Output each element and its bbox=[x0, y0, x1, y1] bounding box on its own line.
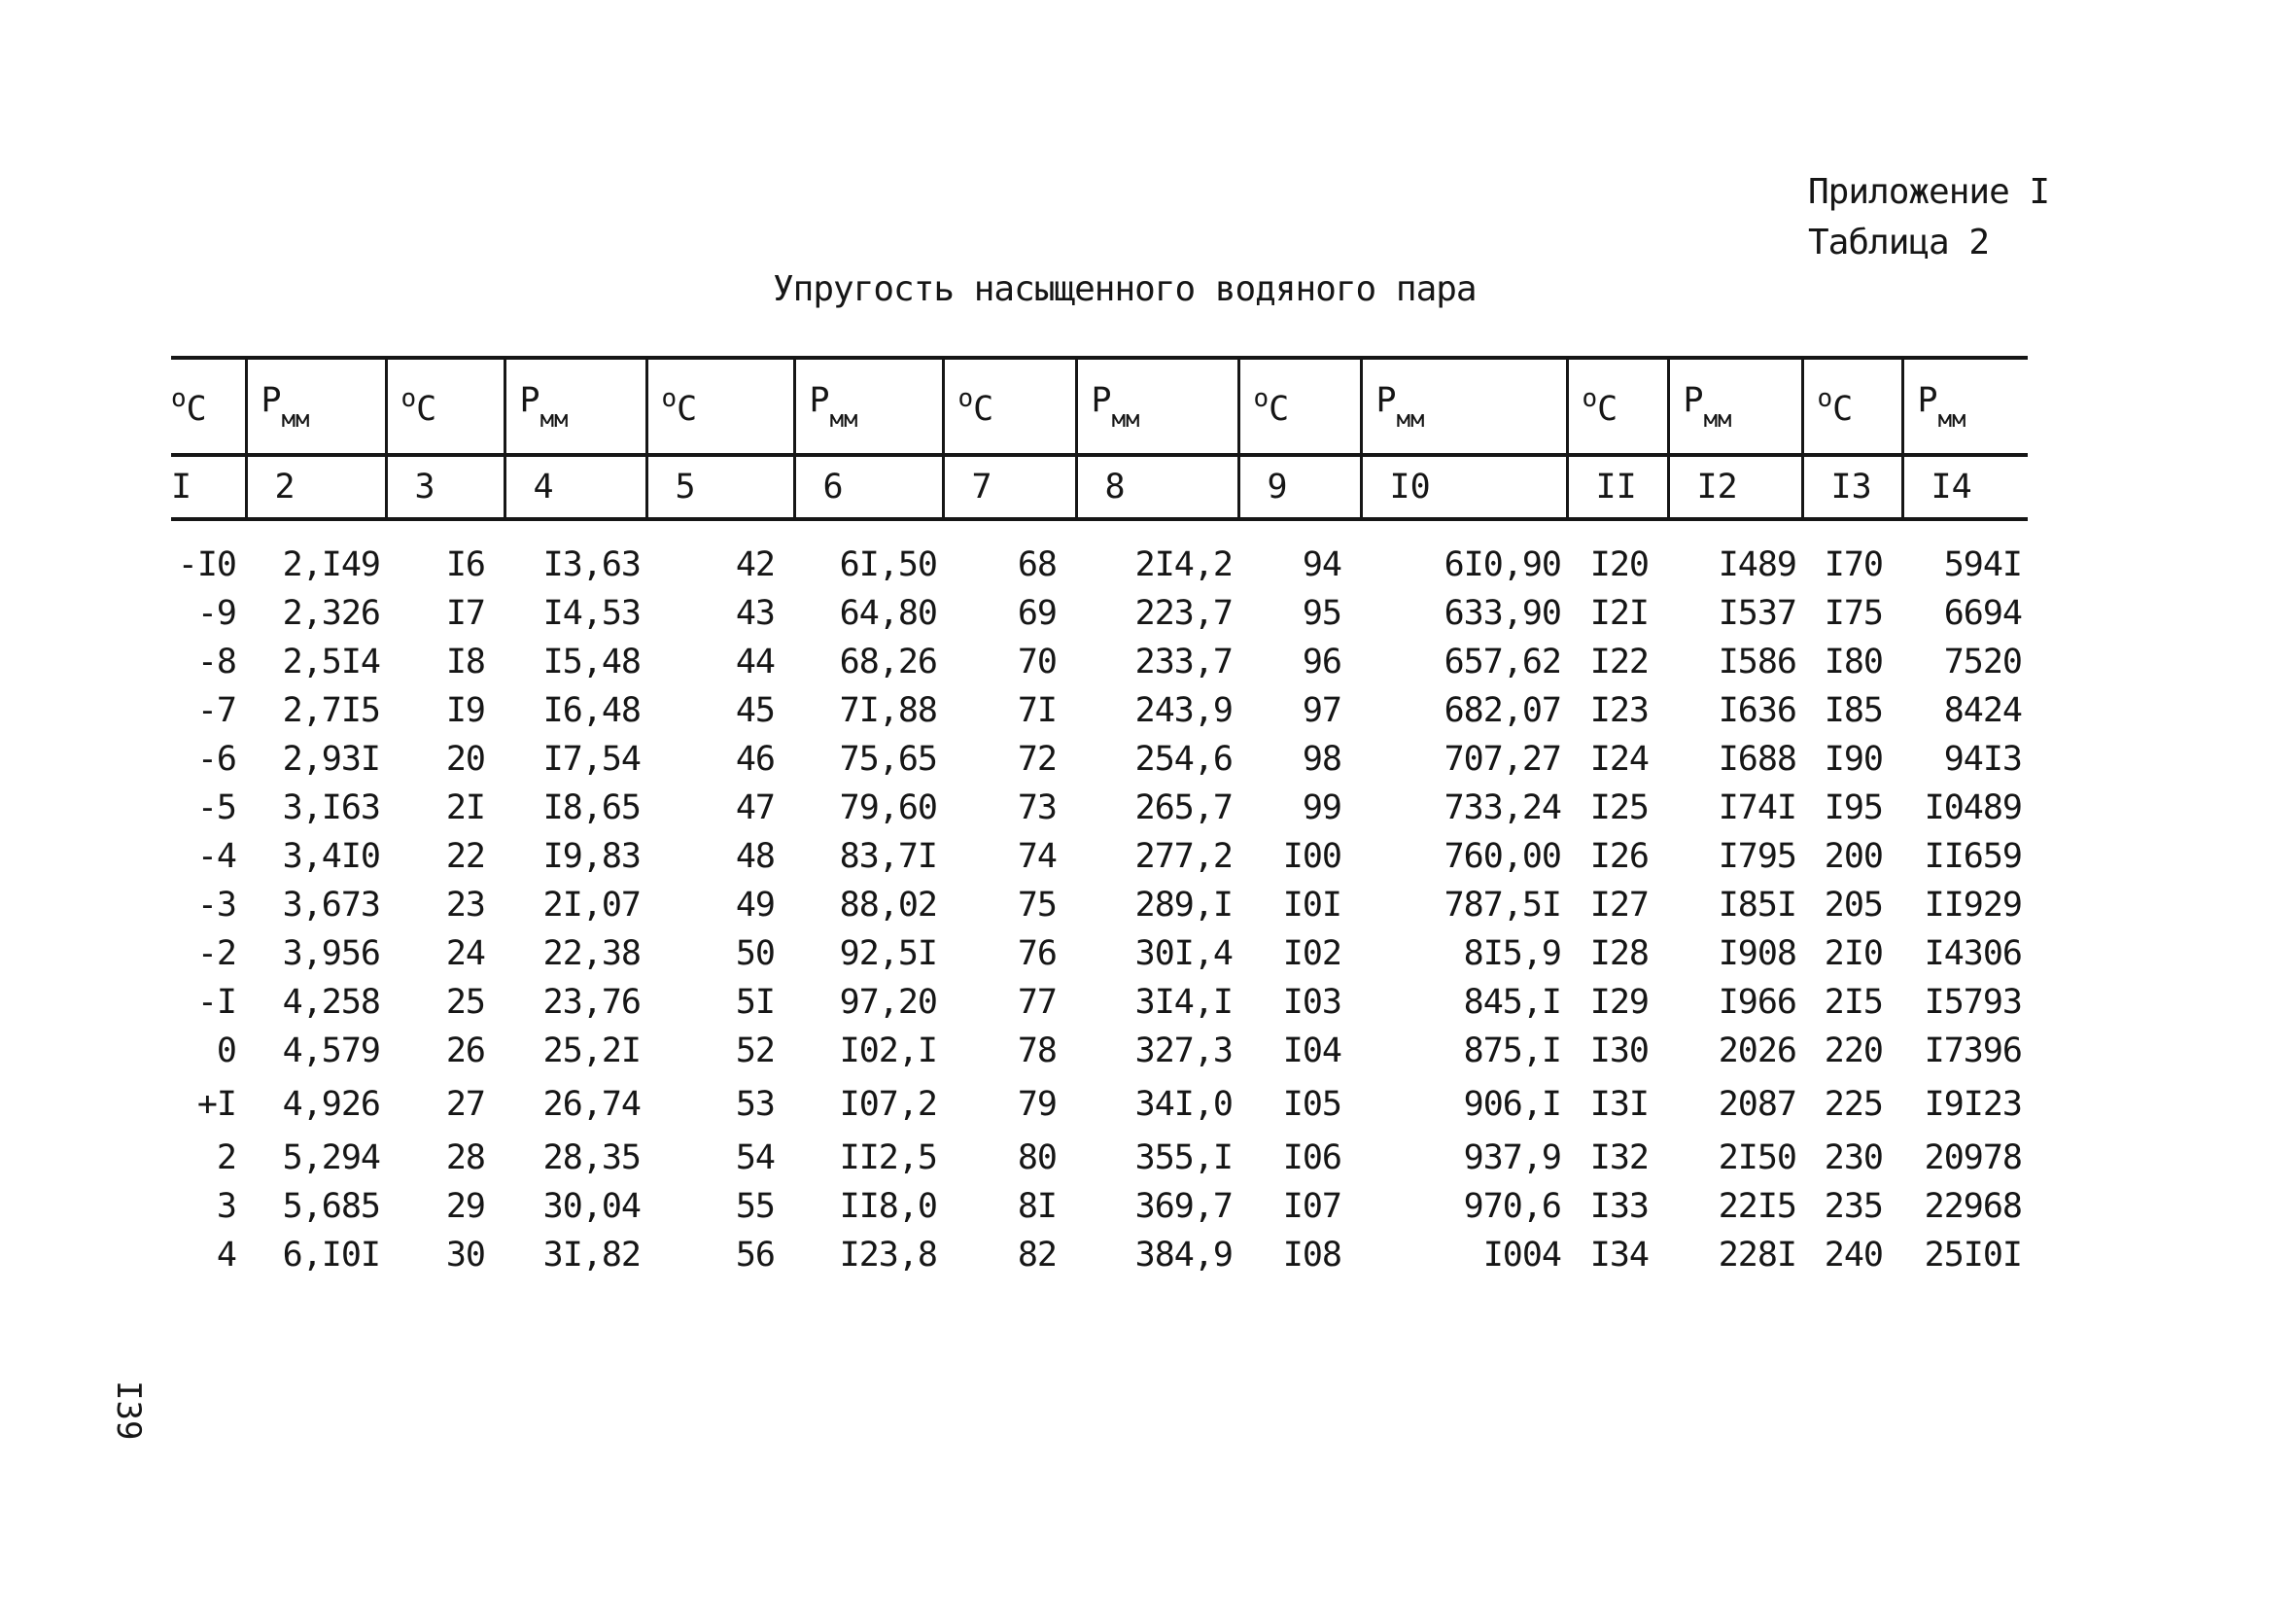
cell-temperature: I03 bbox=[1282, 983, 1341, 1022]
cell-pressure: 5,294 bbox=[282, 1138, 380, 1177]
table-body bbox=[171, 519, 2028, 1279]
celsius-label: C bbox=[1597, 390, 1618, 429]
cell-pressure: 7520 bbox=[1943, 643, 2022, 681]
celsius-label: C bbox=[186, 390, 207, 429]
column-number: 3 bbox=[386, 455, 504, 519]
header-temperature bbox=[386, 358, 504, 455]
cell-pressure: 8424 bbox=[1943, 691, 2022, 730]
cell-temperature: I6 bbox=[445, 545, 485, 584]
cell-temperature: 26 bbox=[445, 1031, 485, 1070]
cell-pressure: 20978 bbox=[1924, 1138, 2022, 1177]
cell-pressure: 30I,4 bbox=[1134, 934, 1233, 973]
column-number: 4 bbox=[504, 455, 646, 519]
celsius-label: C bbox=[973, 390, 994, 429]
cell-pressure: I537 bbox=[1718, 594, 1796, 633]
cell-pressure: I6,48 bbox=[542, 691, 641, 730]
cell-temperature: 200 bbox=[1824, 837, 1883, 876]
cell-pressure: 369,7 bbox=[1134, 1187, 1233, 1226]
cell-pressure: 5,685 bbox=[282, 1187, 380, 1226]
degree-symbol: o bbox=[1582, 384, 1598, 413]
cell-temperature: I34 bbox=[1589, 1236, 1649, 1275]
cell-temperature: 42 bbox=[735, 545, 775, 584]
cell-pressure: I7,54 bbox=[542, 740, 641, 779]
pressure-unit: мм bbox=[1703, 404, 1732, 433]
cell-pressure: 88,02 bbox=[839, 886, 937, 925]
cell-temperature: 29 bbox=[445, 1187, 485, 1226]
appendix-label bbox=[1808, 167, 2049, 268]
cell-pressure: I9,83 bbox=[542, 837, 641, 876]
cell-pressure: 277,2 bbox=[1134, 837, 1233, 876]
cell-pressure: 64,80 bbox=[839, 594, 937, 633]
cell-temperature: 205 bbox=[1824, 886, 1883, 925]
cell-pressure: 875,I bbox=[1463, 1031, 1561, 1070]
degree-symbol: o bbox=[1817, 384, 1833, 413]
cell-temperature: I07 bbox=[1282, 1187, 1341, 1226]
cell-pressure: 243,9 bbox=[1134, 691, 1233, 730]
cell-temperature: I27 bbox=[1589, 886, 1649, 925]
pressure-symbol: P bbox=[1091, 380, 1112, 420]
cell-temperature: I80 bbox=[1824, 643, 1883, 681]
cell-temperature: 4 bbox=[216, 1236, 236, 1275]
cell-pressure: I5,48 bbox=[542, 643, 641, 681]
cell-temperature: 52 bbox=[735, 1031, 775, 1070]
pressure-symbol: P bbox=[261, 380, 282, 420]
cell-temperature: 75 bbox=[1017, 886, 1057, 925]
pressure-unit: мм bbox=[1396, 404, 1425, 433]
cell-temperature: 95 bbox=[1302, 594, 1341, 633]
column-number: I4 bbox=[1902, 455, 2028, 519]
cell-temperature: 98 bbox=[1302, 740, 1341, 779]
cell-pressure: 2,5I4 bbox=[282, 643, 380, 681]
cell-pressure: 3,I63 bbox=[282, 788, 380, 827]
cell-temperature: I7 bbox=[445, 594, 485, 633]
cell-temperature: -I0 bbox=[177, 545, 236, 584]
pressure-unit: мм bbox=[539, 404, 569, 433]
table-number-line: Таблица 2 bbox=[1808, 223, 1990, 262]
cell-temperature: 72 bbox=[1017, 740, 1057, 779]
cell-temperature: 48 bbox=[735, 837, 775, 876]
cell-temperature: 99 bbox=[1302, 788, 1341, 827]
cell-pressure: 92,5I bbox=[839, 934, 937, 973]
cell-temperature: -6 bbox=[196, 740, 236, 779]
cell-pressure: 657,62 bbox=[1444, 643, 1561, 681]
header-temperature bbox=[171, 358, 246, 455]
cell-pressure: 28,35 bbox=[542, 1138, 641, 1177]
pressure-symbol: P bbox=[1375, 380, 1397, 420]
cell-pressure: 682,07 bbox=[1444, 691, 1561, 730]
degree-symbol: o bbox=[661, 384, 678, 413]
table-row bbox=[171, 686, 2028, 735]
column-number: I2 bbox=[1668, 455, 1802, 519]
column-number: II bbox=[1567, 455, 1668, 519]
cell-temperature: 68 bbox=[1017, 545, 1057, 584]
cell-pressure: 3,673 bbox=[282, 886, 380, 925]
header-temperature bbox=[1802, 358, 1902, 455]
cell-pressure: I74I bbox=[1718, 788, 1796, 827]
cell-temperature: -2 bbox=[196, 934, 236, 973]
cell-pressure: 34I,0 bbox=[1134, 1085, 1233, 1124]
table-row bbox=[171, 881, 2028, 929]
cell-pressure: 79,60 bbox=[839, 788, 937, 827]
cell-pressure: 787,5I bbox=[1444, 886, 1561, 925]
cell-temperature: 79 bbox=[1017, 1085, 1057, 1124]
cell-pressure: 355,I bbox=[1134, 1138, 1233, 1177]
celsius-label: C bbox=[677, 390, 698, 429]
cell-temperature: 0 bbox=[216, 1031, 236, 1070]
column-number: 7 bbox=[943, 455, 1076, 519]
cell-pressure: I5793 bbox=[1924, 983, 2022, 1022]
cell-pressure: 94I3 bbox=[1943, 740, 2022, 779]
cell-pressure: I3,63 bbox=[542, 545, 641, 584]
cell-pressure: 25I0I bbox=[1924, 1236, 2022, 1275]
cell-temperature: 2 bbox=[216, 1138, 236, 1177]
header-temperature bbox=[943, 358, 1076, 455]
cell-pressure: 906,I bbox=[1463, 1085, 1561, 1124]
cell-pressure: 327,3 bbox=[1134, 1031, 1233, 1070]
degree-symbol: o bbox=[400, 384, 417, 413]
cell-temperature: 96 bbox=[1302, 643, 1341, 681]
table-row bbox=[171, 589, 2028, 638]
cell-temperature: 2I5 bbox=[1824, 983, 1883, 1022]
cell-pressure: I7396 bbox=[1924, 1031, 2022, 1070]
cell-temperature: I3I bbox=[1589, 1085, 1649, 1124]
cell-pressure: I07,2 bbox=[839, 1085, 937, 1124]
header-row bbox=[171, 358, 2028, 455]
column-number-row bbox=[171, 455, 2028, 519]
cell-pressure: 6I0,90 bbox=[1444, 545, 1561, 584]
cell-temperature: I26 bbox=[1589, 837, 1649, 876]
cell-temperature: 23 bbox=[445, 886, 485, 925]
cell-temperature: 240 bbox=[1824, 1236, 1883, 1275]
cell-temperature: 235 bbox=[1824, 1187, 1883, 1226]
pressure-unit: мм bbox=[1111, 404, 1140, 433]
cell-temperature: 55 bbox=[735, 1187, 775, 1226]
column-number: I0 bbox=[1361, 455, 1567, 519]
cell-pressure: I004 bbox=[1482, 1236, 1561, 1275]
cell-pressure: 937,9 bbox=[1463, 1138, 1561, 1177]
cell-temperature: I9 bbox=[445, 691, 485, 730]
header-temperature bbox=[1238, 358, 1361, 455]
cell-temperature: 24 bbox=[445, 934, 485, 973]
header-pressure bbox=[1361, 358, 1567, 455]
cell-pressure: I966 bbox=[1718, 983, 1796, 1022]
cell-temperature: -8 bbox=[196, 643, 236, 681]
table-row bbox=[171, 1182, 2028, 1231]
cell-pressure: 7I,88 bbox=[839, 691, 937, 730]
cell-pressure: 2I50 bbox=[1718, 1138, 1796, 1177]
cell-pressure: 6694 bbox=[1943, 594, 2022, 633]
appendix-line: Приложение I bbox=[1808, 172, 2050, 212]
cell-temperature: 97 bbox=[1302, 691, 1341, 730]
cell-pressure: I908 bbox=[1718, 934, 1796, 973]
cell-temperature: I28 bbox=[1589, 934, 1649, 973]
table-row bbox=[171, 784, 2028, 832]
pressure-symbol: P bbox=[1917, 380, 1938, 420]
cell-pressure: 6I,50 bbox=[839, 545, 937, 584]
cell-temperature: I25 bbox=[1589, 788, 1649, 827]
cell-pressure: 25,2I bbox=[542, 1031, 641, 1070]
cell-temperature: 76 bbox=[1017, 934, 1057, 973]
cell-pressure: II659 bbox=[1924, 837, 2022, 876]
table-row bbox=[171, 929, 2028, 978]
cell-pressure: 594I bbox=[1943, 545, 2022, 584]
pressure-symbol: P bbox=[809, 380, 830, 420]
cell-temperature: 74 bbox=[1017, 837, 1057, 876]
cell-pressure: 2I4,2 bbox=[1134, 545, 1233, 584]
table-row bbox=[171, 638, 2028, 686]
cell-pressure: 22,38 bbox=[542, 934, 641, 973]
cell-pressure: 68,26 bbox=[839, 643, 937, 681]
cell-temperature: 46 bbox=[735, 740, 775, 779]
cell-temperature: I02 bbox=[1282, 934, 1341, 973]
table-row bbox=[171, 978, 2028, 1027]
cell-temperature: I20 bbox=[1589, 545, 1649, 584]
celsius-label: C bbox=[416, 390, 437, 429]
vapor-pressure-table bbox=[171, 356, 2028, 1279]
cell-temperature: 5I bbox=[735, 983, 775, 1022]
cell-temperature: -5 bbox=[196, 788, 236, 827]
cell-pressure: I688 bbox=[1718, 740, 1796, 779]
pressure-unit: мм bbox=[829, 404, 858, 433]
cell-temperature: I90 bbox=[1824, 740, 1883, 779]
cell-pressure: 289,I bbox=[1134, 886, 1233, 925]
cell-temperature: I0I bbox=[1282, 886, 1341, 925]
cell-pressure: I636 bbox=[1718, 691, 1796, 730]
cell-pressure: 254,6 bbox=[1134, 740, 1233, 779]
cell-temperature: 50 bbox=[735, 934, 775, 973]
cell-temperature: I2I bbox=[1589, 594, 1649, 633]
cell-temperature: I75 bbox=[1824, 594, 1883, 633]
table-row bbox=[171, 1134, 2028, 1182]
cell-pressure: 633,90 bbox=[1444, 594, 1561, 633]
cell-temperature: -7 bbox=[196, 691, 236, 730]
cell-pressure: 3,4I0 bbox=[282, 837, 380, 876]
cell-temperature: I30 bbox=[1589, 1031, 1649, 1070]
cell-temperature: I70 bbox=[1824, 545, 1883, 584]
cell-pressure: II2,5 bbox=[839, 1138, 937, 1177]
celsius-label: C bbox=[1269, 390, 1290, 429]
cell-pressure: 2,93I bbox=[282, 740, 380, 779]
cell-temperature: I85 bbox=[1824, 691, 1883, 730]
cell-temperature: 22 bbox=[445, 837, 485, 876]
cell-temperature: 69 bbox=[1017, 594, 1057, 633]
cell-pressure: II929 bbox=[1924, 886, 2022, 925]
header-pressure bbox=[1902, 358, 2028, 455]
cell-pressure: 2,I49 bbox=[282, 545, 380, 584]
cell-temperature: 8I bbox=[1017, 1187, 1057, 1226]
column-number: 9 bbox=[1238, 455, 1361, 519]
cell-temperature: 20 bbox=[445, 740, 485, 779]
pressure-symbol: P bbox=[1683, 380, 1704, 420]
cell-pressure: I795 bbox=[1718, 837, 1796, 876]
cell-pressure: 97,20 bbox=[839, 983, 937, 1022]
column-number: 2 bbox=[246, 455, 386, 519]
cell-pressure: 4,926 bbox=[282, 1085, 380, 1124]
header-temperature bbox=[646, 358, 794, 455]
cell-pressure: 26,74 bbox=[542, 1085, 641, 1124]
cell-pressure: 970,6 bbox=[1463, 1187, 1561, 1226]
cell-temperature: I24 bbox=[1589, 740, 1649, 779]
cell-pressure: 83,7I bbox=[839, 837, 937, 876]
cell-pressure: 8I5,9 bbox=[1463, 934, 1561, 973]
cell-pressure: 3,956 bbox=[282, 934, 380, 973]
cell-temperature: 80 bbox=[1017, 1138, 1057, 1177]
cell-pressure: 4,579 bbox=[282, 1031, 380, 1070]
cell-pressure: 22I5 bbox=[1718, 1187, 1796, 1226]
page-number: I39 bbox=[109, 1380, 148, 1441]
cell-temperature: 25 bbox=[445, 983, 485, 1022]
cell-temperature: -I bbox=[196, 983, 236, 1022]
cell-pressure: 2087 bbox=[1718, 1085, 1796, 1124]
cell-temperature: 82 bbox=[1017, 1236, 1057, 1275]
cell-temperature: 220 bbox=[1824, 1031, 1883, 1070]
pressure-symbol: P bbox=[519, 380, 540, 420]
cell-temperature: I22 bbox=[1589, 643, 1649, 681]
header-pressure bbox=[1076, 358, 1238, 455]
table-title: Упругость насыщенного водяного пара bbox=[773, 269, 1477, 309]
table-row bbox=[171, 832, 2028, 881]
cell-pressure: 23,76 bbox=[542, 983, 641, 1022]
cell-pressure: 22968 bbox=[1924, 1187, 2022, 1226]
cell-pressure: 733,24 bbox=[1444, 788, 1561, 827]
header-pressure bbox=[1668, 358, 1802, 455]
cell-pressure: 2,326 bbox=[282, 594, 380, 633]
cell-temperature: 94 bbox=[1302, 545, 1341, 584]
cell-temperature: 45 bbox=[735, 691, 775, 730]
cell-temperature: 70 bbox=[1017, 643, 1057, 681]
header-pressure bbox=[246, 358, 386, 455]
cell-pressure: 845,I bbox=[1463, 983, 1561, 1022]
cell-pressure: 760,00 bbox=[1444, 837, 1561, 876]
cell-temperature: 73 bbox=[1017, 788, 1057, 827]
cell-pressure: 223,7 bbox=[1134, 594, 1233, 633]
cell-pressure: 2,7I5 bbox=[282, 691, 380, 730]
cell-pressure: I8,65 bbox=[542, 788, 641, 827]
cell-pressure: I489 bbox=[1718, 545, 1796, 584]
cell-temperature: +I bbox=[196, 1085, 236, 1124]
cell-pressure: 75,65 bbox=[839, 740, 937, 779]
cell-temperature: 44 bbox=[735, 643, 775, 681]
cell-pressure: I23,8 bbox=[839, 1236, 937, 1275]
cell-temperature: 3 bbox=[216, 1187, 236, 1226]
cell-pressure: I4,53 bbox=[542, 594, 641, 633]
cell-pressure: 707,27 bbox=[1444, 740, 1561, 779]
cell-temperature: 49 bbox=[735, 886, 775, 925]
cell-temperature: I8 bbox=[445, 643, 485, 681]
cell-pressure: 265,7 bbox=[1134, 788, 1233, 827]
table-row bbox=[171, 1027, 2028, 1075]
cell-temperature: 78 bbox=[1017, 1031, 1057, 1070]
cell-temperature: -9 bbox=[196, 594, 236, 633]
cell-pressure: I02,I bbox=[839, 1031, 937, 1070]
cell-temperature: I32 bbox=[1589, 1138, 1649, 1177]
cell-temperature: I33 bbox=[1589, 1187, 1649, 1226]
cell-pressure: 2026 bbox=[1718, 1031, 1796, 1070]
table-row bbox=[171, 1231, 2028, 1279]
header-pressure bbox=[794, 358, 943, 455]
cell-temperature: I00 bbox=[1282, 837, 1341, 876]
cell-pressure: I586 bbox=[1718, 643, 1796, 681]
cell-temperature: 225 bbox=[1824, 1085, 1883, 1124]
cell-temperature: 54 bbox=[735, 1138, 775, 1177]
degree-symbol: o bbox=[1253, 384, 1270, 413]
cell-temperature: I29 bbox=[1589, 983, 1649, 1022]
cell-pressure: 233,7 bbox=[1134, 643, 1233, 681]
degree-symbol: o bbox=[957, 384, 974, 413]
column-number: 8 bbox=[1076, 455, 1238, 519]
column-number: 5 bbox=[646, 455, 794, 519]
cell-pressure: I0489 bbox=[1924, 788, 2022, 827]
cell-pressure: 30,04 bbox=[542, 1187, 641, 1226]
column-number: 6 bbox=[794, 455, 943, 519]
column-number: I3 bbox=[1802, 455, 1902, 519]
cell-pressure: 384,9 bbox=[1134, 1236, 1233, 1275]
pressure-unit: мм bbox=[1937, 404, 1966, 433]
column-number: I bbox=[171, 455, 246, 519]
cell-pressure: 6,I0I bbox=[282, 1236, 380, 1275]
cell-temperature: 56 bbox=[735, 1236, 775, 1275]
cell-pressure: 4,258 bbox=[282, 983, 380, 1022]
cell-pressure: 228I bbox=[1718, 1236, 1796, 1275]
cell-pressure: I9I23 bbox=[1924, 1085, 2022, 1124]
cell-temperature: 27 bbox=[445, 1085, 485, 1124]
cell-temperature: 43 bbox=[735, 594, 775, 633]
cell-temperature: 47 bbox=[735, 788, 775, 827]
header-temperature bbox=[1567, 358, 1668, 455]
cell-temperature: 28 bbox=[445, 1138, 485, 1177]
cell-pressure: II8,0 bbox=[839, 1187, 937, 1226]
table-row bbox=[171, 519, 2028, 589]
cell-pressure: 3I,82 bbox=[542, 1236, 641, 1275]
cell-temperature: I06 bbox=[1282, 1138, 1341, 1177]
cell-temperature: -3 bbox=[196, 886, 236, 925]
cell-temperature: I04 bbox=[1282, 1031, 1341, 1070]
pressure-unit: мм bbox=[281, 404, 310, 433]
table-row bbox=[171, 1075, 2028, 1134]
cell-pressure: I4306 bbox=[1924, 934, 2022, 973]
cell-temperature: -4 bbox=[196, 837, 236, 876]
header-pressure bbox=[504, 358, 646, 455]
degree-symbol: o bbox=[171, 384, 187, 413]
cell-pressure: I85I bbox=[1718, 886, 1796, 925]
cell-pressure: 3I4,I bbox=[1134, 983, 1233, 1022]
cell-temperature: 2I0 bbox=[1824, 934, 1883, 973]
celsius-label: C bbox=[1832, 390, 1854, 429]
cell-temperature: 30 bbox=[445, 1236, 485, 1275]
table-row bbox=[171, 735, 2028, 784]
cell-temperature: 2I bbox=[445, 788, 485, 827]
cell-pressure: 2I,07 bbox=[542, 886, 641, 925]
cell-temperature: I95 bbox=[1824, 788, 1883, 827]
cell-temperature: I08 bbox=[1282, 1236, 1341, 1275]
cell-temperature: 230 bbox=[1824, 1138, 1883, 1177]
cell-temperature: 77 bbox=[1017, 983, 1057, 1022]
cell-temperature: I05 bbox=[1282, 1085, 1341, 1124]
cell-temperature: 53 bbox=[735, 1085, 775, 1124]
cell-temperature: I23 bbox=[1589, 691, 1649, 730]
cell-temperature: 7I bbox=[1017, 691, 1057, 730]
